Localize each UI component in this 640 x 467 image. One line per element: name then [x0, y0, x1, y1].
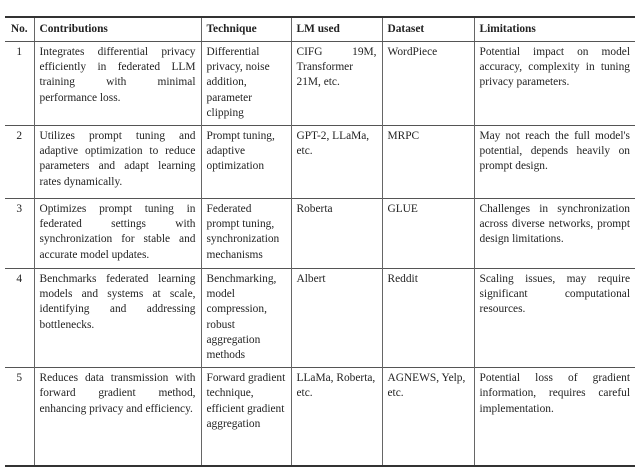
cell-dataset: GLUE	[382, 199, 474, 269]
cell-limitations: Potential impact on model accuracy, complexity in tuning privacy parameters.	[474, 42, 635, 126]
cell-no: 1	[16, 46, 23, 58]
cell-limitations: Potential loss of gradient information, requires careful implementation.	[474, 368, 635, 466]
header-lm-used: LM used	[291, 17, 382, 42]
cell-technique: Forward gradient technique, efficient gradient aggregation	[201, 368, 291, 466]
cell-limitations: Scaling issues, may require significant computational resources.	[474, 269, 635, 368]
cell-technique: Prompt tuning, adaptive optimization	[201, 126, 291, 199]
cell-dataset: WordPiece	[382, 42, 474, 126]
table-row	[5, 269, 635, 368]
cell-limitations: May not reach the full model's potential, depends heavily on prompt design.	[474, 126, 635, 199]
cell-contributions: Reduces data transmission with forward gradient method, enhancing privacy and efficiency.	[34, 368, 201, 466]
header-no: No.	[5, 17, 34, 42]
cell-no: 2	[16, 130, 23, 143]
cell-lm-used: LLaMa, Roberta, etc.	[291, 368, 382, 466]
header-dataset: Dataset	[382, 17, 474, 42]
cell-lm-used: Roberta	[291, 199, 382, 269]
cell-dataset: AGNEWS, Yelp, etc.	[382, 368, 474, 466]
cell-no: 4	[16, 273, 23, 286]
table-row	[5, 42, 635, 126]
cell-lm-used: GPT-2, LLaMa, etc.	[291, 126, 382, 199]
cell-technique: Benchmarking, model compression, robust aggregation methods	[201, 269, 291, 368]
cell-no: 5	[16, 372, 23, 385]
header-limitations: Limitations	[474, 17, 635, 42]
table-row	[5, 126, 635, 199]
cell-limitations: Challenges in synchronization across diverse networks, prompt design limitations.	[474, 199, 635, 269]
cell-lm-used: CIFG 19M, Transformer 21M, etc.	[291, 42, 382, 126]
cell-technique: Differential privacy, noise addition, parameter clipping	[201, 42, 291, 126]
header-contributions: Contributions	[34, 17, 201, 42]
cell-no: 3	[16, 203, 23, 216]
comparison-table	[5, 16, 635, 467]
cell-contributions: Optimizes prompt tuning in federated settings with synchronization for stable and accurate model updates.	[34, 199, 201, 269]
table-caption-clipped	[0, 0, 640, 14]
table-row	[5, 368, 635, 466]
header-technique: Technique	[201, 17, 291, 42]
header-row	[5, 17, 635, 42]
cell-contributions: Utilizes prompt tuning and adaptive optimization to reduce parameters and adapt learning rates dynamically.	[34, 126, 201, 199]
cell-dataset: MRPC	[382, 126, 474, 199]
cell-contributions: Integrates differential privacy efficiently in federated LLM training with minimal performance loss.	[34, 42, 201, 126]
cell-technique: Federated prompt tuning, synchronization mechanisms	[201, 199, 291, 269]
table-row	[5, 199, 635, 269]
cell-contributions: Benchmarks federated learning models and systems at scale, identifying and addressing bottlenecks.	[34, 269, 201, 368]
cell-lm-used: Albert	[291, 269, 382, 368]
cell-dataset: Reddit	[382, 269, 474, 368]
